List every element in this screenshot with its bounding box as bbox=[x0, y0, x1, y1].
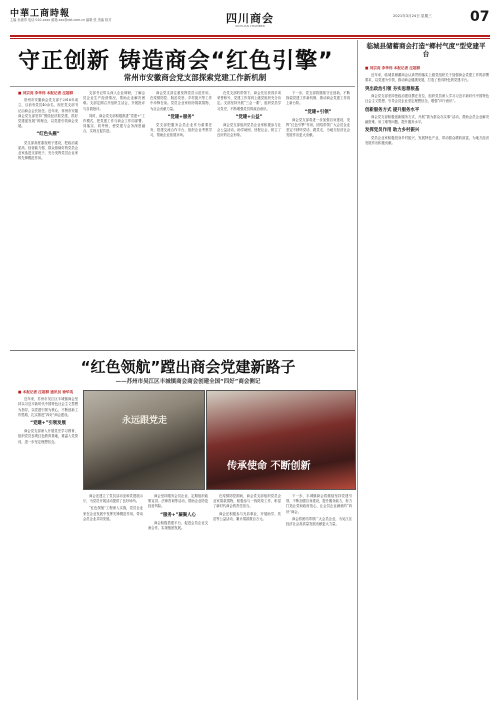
paragraph: 商会还建立了党员活动室和党建展示厅，为党员开展活动提供了良好场所。 bbox=[83, 494, 143, 504]
paragraph: 下一步，丰城镇商会将继续坚持党建引领，不断加强自身建设，提升服务能力，努力打造让党和政府放心、让会员企业满意的“四好”商会。 bbox=[286, 494, 352, 514]
article2-headline: “红色领航”蹚出商会党建新路子 bbox=[80, 358, 296, 376]
headline-rule bbox=[10, 86, 355, 87]
article2-subheadline: ——苏州市吴江区丰城镇商会商会创建全国“四好”商会侧记 bbox=[115, 379, 261, 385]
section-subhead: “红色头雁” bbox=[36, 132, 60, 138]
paragraph: 商会积极搭建平台，促进会员企业交流合作，实现抱团发展。 bbox=[148, 520, 208, 531]
top-rule-thin bbox=[10, 38, 490, 39]
sidebar-subhead: 创新服务方式 提升服务水平 bbox=[365, 107, 420, 113]
paragraph: 同时，商会党支部积极推进“党建+”工作模式，把党建工作与商会工作同部署、同落实、同考核，使党建与会务深度融合，实现互促共进。 bbox=[83, 113, 145, 134]
masthead bbox=[10, 6, 490, 34]
page-number: 07 bbox=[470, 9, 490, 25]
paragraph: 党支部把服务会员企业作为重要任务，搭建交流合作平台，组织企业考察学习，帮助企业拓展市场。 bbox=[150, 123, 212, 138]
paragraph: “红色领航”工程深入实施，党员企业家在企业发展中发挥先锋模范作用，带动会员企业共同发展。 bbox=[83, 506, 143, 521]
sidebar-divider bbox=[357, 40, 358, 700]
article1-headline: 守正创新 铸造商会“红色引擎” bbox=[18, 49, 334, 74]
paragraph: 商会党支部深入开展党史学习教育，组织党员参观红色教育基地，重温入党誓词，进一步坚定理想信念。 bbox=[18, 429, 78, 444]
paragraph: 商会党支部组织党员企业家积极参与社会公益活动，助学助困，回报社会，树立了良好的社会形象。 bbox=[217, 123, 281, 138]
photo2-caption-text: 传承使命 不断创新 bbox=[227, 461, 311, 472]
paragraph: 支部书记带头深入企业调研，了解会员企业生产经营情况，帮助企业解决困难。支部定期召开组织生活会，开展批评与自我批评。 bbox=[83, 91, 145, 111]
paper-name: 中華工商時報 bbox=[10, 9, 71, 19]
paragraph: 在疫情防控期间，商会党支部组织党员企业家捐款捐物，积极参与一线防疫工作，彰显了新时代商会的责任担当。 bbox=[213, 494, 281, 509]
article1-subheadline: 常州市安徽商会党支部探索党建工作新机制 bbox=[123, 73, 267, 82]
article1-column-5 bbox=[286, 91, 350, 346]
article2-column-4 bbox=[213, 494, 281, 700]
paragraph: 近年来，临城县储蓄商会认真贯彻落实上级党组织关于加强商会党建工作的部署要求，以党建为引领，推动商会健康发展，打造了独具特色的党建平台。 bbox=[365, 73, 489, 83]
article1-column-2 bbox=[83, 91, 145, 346]
paragraph: 商会党支部坚持把政治建设摆在首位，组织党员深入学习习近平新时代中国特色社会主义思想，引导会员企业坚定理想信念，增强“四个意识”。 bbox=[365, 94, 489, 104]
sidebar-subhead: 发挥党员作用 助力乡村振兴 bbox=[365, 128, 420, 134]
section-subhead: “党建+公益” bbox=[235, 114, 263, 120]
paragraph: 商会党支部将进一步加强自身建设，发挥“红色引擎”作用，团结带领广大会员企业坚定不移听党话、跟党走，为地方经济社会发展作出更大贡献。 bbox=[286, 117, 350, 138]
section-subhead: “党建+”引领发展 bbox=[30, 421, 66, 427]
paragraph: 商会党支部积极创新服务方式，开展“我为群众办实事”活动，帮助会员企业解决融资难、用工难等问题，提升服务水平。 bbox=[365, 115, 489, 125]
news-photo-2 bbox=[206, 390, 356, 490]
article2-byline: ■ 本报记者 汪超群 通讯员 徐华英 bbox=[18, 390, 74, 394]
article2-column-5 bbox=[286, 494, 352, 700]
paragraph: 在党支部的带领下，商会先后获得多项荣誉称号，党建工作得到上级党组织充分肯定。支部坚持开展“三会一课”，组织党员学习党史，不断增强党员的政治意识。 bbox=[217, 91, 281, 111]
paragraph: 商会还积极参与光彩事业，开展助学、扶贫等公益活动，累计捐款数百万元。 bbox=[213, 511, 281, 521]
paragraph: 近年来，苏州市吴江区丰城镇商会坚持以习近平新时代中国特色社会主义思想为指导，以党建引领为核心，不断创新工作思路，扎实推进“四好”商会建设。 bbox=[18, 397, 78, 417]
paragraph: 常州市安徽商会党支部于2016年成立，目前有党员40余名，现任党支部书记由商会会长担任。近年来，常州市安徽商会党支部坚持“围绕经济抓党建，抓好党建促发展”的理念，以党建引领商会发展。 bbox=[18, 98, 78, 129]
photo1-caption-text: 永远跟党走 bbox=[122, 416, 168, 426]
article2-column-1 bbox=[18, 390, 78, 700]
sidebar-headline: 临城县储蓄商会打造“鄉村气度”型党建平台 bbox=[366, 42, 486, 58]
article1-column-1 bbox=[18, 91, 78, 346]
paragraph: 商会党支部注重发挥党员示范作用，在疫情防控、脱贫攻坚、乡村振兴等工作中冲锋在前。党员企业家纷纷捐款捐物，为社会贡献力量。 bbox=[150, 91, 212, 111]
paragraph: 党员企业家积极投身乡村振兴，发展特色产业，带动群众增收致富，为地方经济发展作出积极贡献。 bbox=[365, 135, 489, 146]
section-subtitle: SICHUAN CHAMBER bbox=[235, 24, 265, 28]
paragraph: 党支部高度重视班子建设，把政治素质高、经营能力强、群众基础好的党员企业家选进支部班子，充分发挥党员企业家的先锋模范作用。 bbox=[18, 140, 78, 161]
article1-column-4 bbox=[217, 91, 281, 346]
section-subhead: “党建+服务” bbox=[167, 114, 195, 120]
article1-byline: ■ 刘宗亮 李华伟 本报记者 汪超群 bbox=[18, 91, 74, 95]
article-divider bbox=[10, 350, 355, 351]
sidebar-byline: ■ 刘宗亮 李华伟 本报记者 汪超群 bbox=[365, 66, 421, 70]
article1-column-3 bbox=[150, 91, 212, 346]
news-photo-1 bbox=[83, 390, 205, 490]
section-subhead: “党建+引领” bbox=[304, 109, 332, 115]
sidebar-column bbox=[365, 66, 489, 700]
paragraph: 下一步，党支部将继续守正创新，不断探索党建工作新机制，推动商会党建工作再上新台阶。 bbox=[286, 91, 350, 106]
paragraph: 商会将团结带领广大会员企业，为吴江区经济社会高质量发展贡献更大力量。 bbox=[286, 516, 352, 527]
masthead-meta: 主编 孙惠青 电话 010-xxxx 邮箱 xxx@cbt.com.cn 编辑 张 美编 校对 bbox=[10, 18, 112, 22]
section-subhead: “服务+”凝聚人心 bbox=[160, 512, 196, 518]
sidebar-subhead: 突出政治引领 夯实思想根基 bbox=[365, 86, 420, 92]
article2-column-3 bbox=[148, 494, 208, 700]
section-title: 四川商会 bbox=[226, 12, 274, 25]
article2-column-2 bbox=[83, 494, 143, 700]
top-rule bbox=[10, 35, 490, 37]
paragraph: 商会坚持服务会员企业，定期组织政策宣讲、法律咨询等活动，帮助企业防范经营风险。 bbox=[148, 494, 208, 509]
issue-date: 2021年3月24日 星期三 bbox=[393, 14, 432, 18]
